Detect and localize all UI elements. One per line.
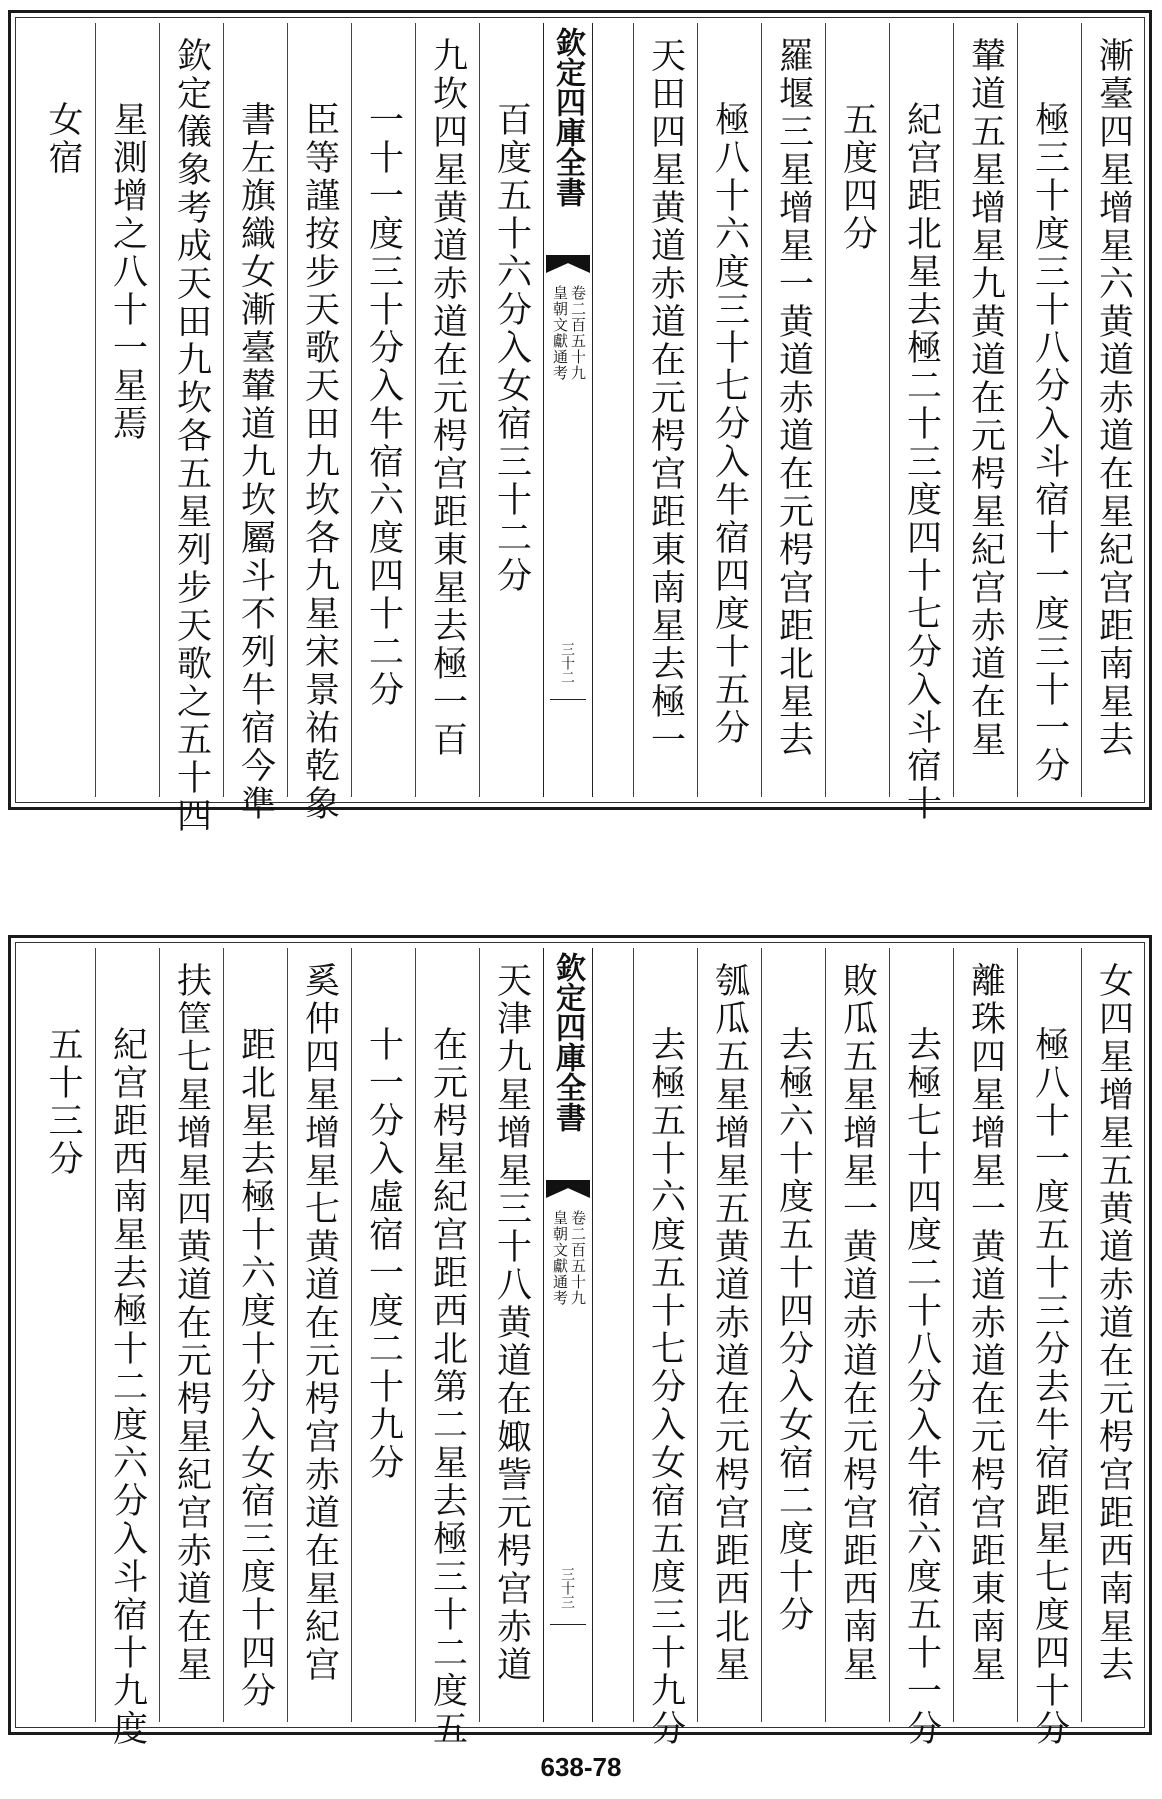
- text-column: [825, 23, 889, 797]
- text-column: [415, 948, 479, 1748]
- folio-number: 三十三: [559, 1567, 575, 1609]
- column-text: 瓠瓜五星增星五黄道赤道在元枵宫距西北星: [709, 962, 750, 1684]
- text-column: [633, 23, 697, 797]
- text-column: [761, 948, 825, 1722]
- column-text: 書左旗織女漸臺輦道九坎屬斗不列牛宿今準: [235, 101, 276, 823]
- text-column: [697, 23, 761, 797]
- text-column: [351, 948, 415, 1722]
- source-title: 皇朝文獻通考: [551, 1210, 569, 1306]
- column-text: 五十三分: [43, 1026, 83, 1178]
- text-column: [889, 948, 953, 1748]
- text-column: [825, 948, 889, 1722]
- column-text: 極三十度三十八分入斗宿十一度三十一分: [1029, 101, 1070, 785]
- book-title: 欽定四庫全書: [550, 27, 585, 207]
- column-text: 敗瓜五星增星一黄道赤道在元枵宫距西南星: [837, 962, 878, 1684]
- folio-number: 三十二: [559, 642, 575, 684]
- text-column: [159, 23, 223, 835]
- text-column: [479, 948, 543, 1722]
- column-text: 一十一度三十分入牛宿六度四十二分: [363, 101, 404, 709]
- text-column: [1017, 948, 1081, 1748]
- text-column: [95, 23, 159, 797]
- column-text: 臣等謹按步天歌天田九坎各九星宋景祐乾象: [299, 101, 340, 823]
- text-column: [1081, 948, 1145, 1722]
- section-heading: 女宿: [43, 101, 83, 177]
- column-text: 紀宫距北星去極二十三度四十七分入斗宿十: [901, 101, 942, 823]
- column-text: 天田四星黄道赤道在元枵宫距東南星去極一: [645, 37, 686, 759]
- column-text: 距北星去極十六度十分入女宿三度十四分: [235, 1026, 276, 1710]
- column-text: 奚仲四星增星七黄道在元枵宫赤道在星紀宫: [299, 962, 340, 1684]
- column-text: 去極七十四度二十八分入牛宿六度五十一分: [901, 1026, 942, 1748]
- text-column: [287, 23, 351, 823]
- column-text: 漸臺四星增星六黄道赤道在星紀宫距南星去: [1093, 37, 1134, 759]
- column-text: 五度四分: [837, 101, 878, 253]
- divider: [550, 1624, 586, 1625]
- section-heading-column: [31, 23, 95, 797]
- text-column: [1017, 23, 1081, 797]
- divider: [550, 699, 586, 700]
- column-text: 星測增之八十一星焉: [107, 101, 148, 443]
- text-column: [953, 23, 1017, 797]
- column-text: 紀宫距西南星去極十二度六分入斗宿十九度: [107, 1026, 148, 1748]
- column-text: 輦道五星增星九黄道在元枵星紀宫赤道在星: [965, 37, 1006, 759]
- column-text: 欽定儀象考成天田九坎各五星列步天歌之五十四: [171, 37, 212, 835]
- text-column: [159, 948, 223, 1722]
- book-title: 欽定四庫全書: [550, 952, 585, 1132]
- source-volume: 卷二百五十九: [569, 1210, 587, 1306]
- column-text: 九坎四星黄道赤道在元枵宫距東星去極一百: [427, 37, 468, 759]
- column-text: 百度五十六分入女宿三十二分: [491, 101, 532, 595]
- column-text: 羅堰三星增星一黄道赤道在元枵宫距北星去: [773, 37, 814, 759]
- bottom-page: [8, 935, 1152, 1748]
- column-text: 去極六十度五十四分入女宿二度十分: [773, 1026, 814, 1634]
- source-title: 皇朝文獻通考: [551, 285, 569, 381]
- page-label: 638-78: [540, 1752, 622, 1782]
- text-column: [1081, 23, 1145, 797]
- column-text: 離珠四星增星一黄道赤道在元枵宫距東南星: [965, 962, 1006, 1684]
- text-column: [415, 23, 479, 797]
- text-column: [351, 23, 415, 797]
- text-column: [761, 23, 825, 797]
- column-text: 扶筐七星增星四黄道在元枵星紀宫赤道在星: [171, 962, 212, 1684]
- column-text: 在元枵星紀宫距西北第二星去極三十二度五: [427, 1026, 468, 1748]
- source-volume: 卷二百五十九: [569, 285, 587, 381]
- text-column: [953, 948, 1017, 1722]
- text-column: [697, 948, 761, 1722]
- text-column: [287, 948, 351, 1722]
- text-column: [479, 23, 543, 797]
- column-text: 極八十一度五十三分去牛宿距星七度四十分: [1029, 1026, 1070, 1748]
- center-fold: [543, 948, 593, 1722]
- column-text: 極八十六度三十七分入牛宿四度十五分: [709, 101, 750, 747]
- column-text: 去極五十六度五十七分入女宿五度三十九分: [645, 1026, 686, 1748]
- text-column: [633, 948, 697, 1748]
- text-column: [889, 23, 953, 823]
- text-column: [95, 948, 159, 1748]
- top-page: [8, 10, 1152, 835]
- center-fold: [543, 23, 593, 797]
- text-column: [31, 948, 95, 1722]
- column-text: 十一分入虛宿一度二十九分: [363, 1026, 404, 1482]
- text-column: [223, 948, 287, 1722]
- column-text: 女四星增星五黄道赤道在元枵宫距西南星去: [1093, 962, 1134, 1684]
- fishtail-mark: [546, 1180, 590, 1198]
- column-text: 天津九星增星三十八黄道在娵訾元枵宫赤道: [491, 962, 532, 1684]
- fishtail-mark: [546, 255, 590, 273]
- text-column: [223, 23, 287, 823]
